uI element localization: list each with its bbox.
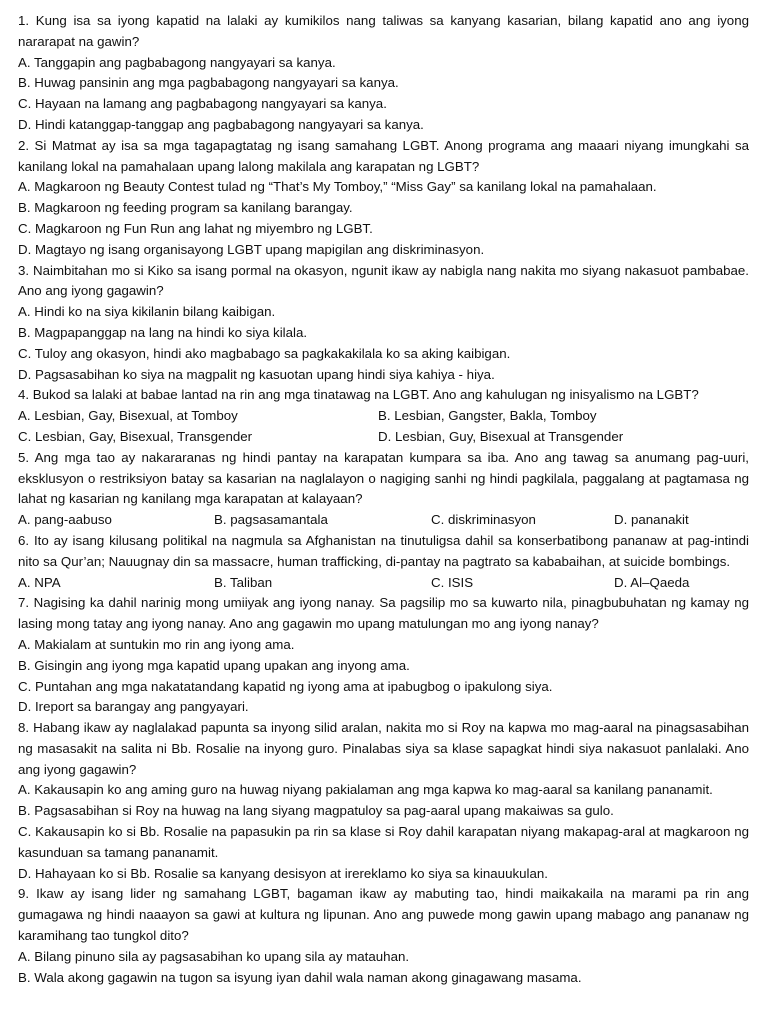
q7-option-b: B. Gisingin ang iyong mga kapatid upang upakan ang inyong ama. <box>18 657 410 673</box>
q5-option-c: C. diskriminasyon <box>431 512 536 528</box>
q4-option-b: B. Lesbian, Gangster, Bakla, Tomboy <box>378 408 597 424</box>
q4-option-d: D. Lesbian, Guy, Bisexual at Transgender <box>378 428 624 444</box>
q4-option-c: C. Lesbian, Gay, Bisexual, Transgender <box>18 428 253 444</box>
q8-option-d: D. Hahayaan ko si Bb. Rosalie sa kanyang desisyon at irereklamo ko siya sa kinauukulan. <box>18 865 548 881</box>
q1-option-a: A. Tanggapin ang pagbabagong nangyayari sa kanya. <box>18 54 336 70</box>
q5-options-row <box>18 510 749 531</box>
q9-option-a: A. Bilang pinuno sila ay pagsasabihan ko upang sila ay matauhan. <box>18 948 410 964</box>
q2-option-b: B. Magkaroon ng feeding program sa kanilang barangay. <box>18 200 353 216</box>
q2-option-a: A. Magkaroon ng Beauty Contest tulad ng “That’s My Tomboy,” “Miss Gay” sa kanilang lokal na pamahalaan. <box>18 179 657 195</box>
q1-option-d: D. Hindi katanggap-tanggap ang pagbabagong nangyayari sa kanya. <box>18 116 424 132</box>
q6-option-a: A. NPA <box>18 574 61 590</box>
question-7: 7. Nagising ka dahil narinig mong umiiyak ang iyong nanay. Sa pagsilip mo sa kuwarto nila, pinagbubuhatan ng kamay ng lasing mong tatay ang iyong nanay. Ano ang gagawin mo upang matulungan mo ang iyong nanay? <box>18 595 749 632</box>
question-3: 3. Naimbitahan mo si Kiko sa isang pormal na okasyon, ngunit ikaw ay nabigla nang nakita mo siyang nakasuot pambabae. Ano ang iyong gagawin? <box>18 262 749 299</box>
q6-options-row <box>18 573 749 594</box>
q3-option-d: D. Pagsasabihan ko siya na magpalit ng kasuotan upang hindi siya kahiya - hiya. <box>18 366 495 382</box>
question-2: 2. Si Matmat ay isa sa mga tagapagtatag ng isang samahang LGBT. Anong programa ang maaari niyang imungkahi sa kanilang lokal na pamahalaan upang lalong makilala ang karapatan ng LGBT? <box>18 137 749 174</box>
question-6: 6. Ito ay isang kilusang politikal na nagmula sa Afghanistan na tinutuligsa dahil sa konserbatibong pananaw at pag-intindi nito sa Qur’an; Nauugnay din sa massacre, human trafficking, di-pantay na pagtrato sa kababaihan, at suicide bombings. <box>18 532 749 569</box>
question-1: 1. Kung isa sa iyong kapatid na lalaki ay kumikilos nang taliwas sa kanyang kasarian, bilang kapatid ano ang iyong nararapat na gawin? <box>18 13 749 49</box>
question-4: 4. Bukod sa lalaki at babae lantad na rin ang mga tinatawag na LGBT. Ano ang kahulugan ng inisyalismo na LGBT? <box>18 387 699 403</box>
q6-option-d: D. Al–Qaeda <box>614 574 690 590</box>
q4-options-row-2 <box>18 427 749 448</box>
q3-option-a: A. Hindi ko na siya kikilanin bilang kaibigan. <box>18 304 276 320</box>
question-8: 8. Habang ikaw ay naglalakad papunta sa inyong silid aralan, nakita mo si Roy na kapwa mo mag-aaral na pinagsasabihan ng masasakit na salita ni Bb. Rosalie na inyong guro. Pinalabas siya sa klase sapagkat hindi siya nakasuot panlalaki. Ano ang iyong gagawin? <box>18 720 749 777</box>
question-9: 9. Ikaw ay isang lider ng samahang LGBT, bagaman ikaw ay mabuting tao, hindi maikakaila na marami pa rin ang gumagawa ng hindi naaayon sa gawi at kultura ng lipunan. Ano ang puwede mong gawin upang mabago ang pananaw ng karamihang tao tungkol dito? <box>18 886 749 944</box>
q7-option-a: A. Makialam at suntukin mo rin ang iyong ama. <box>18 636 295 652</box>
q5-option-d: D. pananakit <box>614 512 689 528</box>
q1-option-c: C. Hayaan na lamang ang pagbabagong nangyayari sa kanya. <box>18 96 387 112</box>
question-5: 5. Ang mga tao ay nakararanas ng hindi pantay na karapatan kumpara sa iba. Ano ang tawag sa anumang pag-uuri, eksklusyon o restriksiyon batay sa kasarian na naglalayon o nagiging sanhi ng hindi pagkilala, paggalang at pagtamasa ng lahat ng kasarian ng kanilang mga karapatan at kalayaan? <box>18 449 749 507</box>
q7-option-c: C. Puntahan ang mga nakatatandang kapatid ng iyong ama at ipabugbog o ipakulong siya. <box>18 678 553 694</box>
q7-option-d: D. Ireport sa barangay ang pangyayari. <box>18 699 249 715</box>
q3-option-b: B. Magpapanggap na lang na hindi ko siya kilala. <box>18 324 308 340</box>
q4-options-row-1 <box>18 406 749 427</box>
q5-option-a: A. pang-aabuso <box>18 512 112 528</box>
q6-option-c: C. ISIS <box>431 574 474 590</box>
q5-option-b: B. pagsasamantala <box>214 512 328 528</box>
q2-option-d: D. Magtayo ng isang organisayong LGBT upang mapigilan ang diskriminasyon. <box>18 241 485 257</box>
q6-option-b: B. Taliban <box>214 574 273 590</box>
q8-option-a: A. Kakausapin ko ang aming guro na huwag niyang pakialaman ang mga kapwa ko mag-aaral sa kanilang pananamit. <box>18 782 713 798</box>
q9-option-b: B. Wala akong gagawin na tugon sa isyung iyan dahil wala naman akong ginagawang masama. <box>18 969 582 985</box>
q1-option-b: B. Huwag pansinin ang mga pagbabagong nangyayari sa kanya. <box>18 75 399 91</box>
q8-option-b: B. Pagsasabihan si Roy na huwag na lang siyang magpatuloy sa pag-aaral upang makaiwas sa gulo. <box>18 803 614 819</box>
q3-option-c: C. Tuloy ang okasyon, hindi ako magbabago sa pagkakakilala ko sa aking kaibigan. <box>18 345 511 361</box>
q2-option-c: C. Magkaroon ng Fun Run ang lahat ng miyembro ng LGBT. <box>18 220 373 236</box>
q8-option-c: C. Kakausapin ko si Bb. Rosalie na papasukin pa rin sa klase si Roy dahil karapatan niyang makapag-aral at magkaroon ng kasunduan sa tamang pananamit. <box>18 824 749 860</box>
q4-option-a: A. Lesbian, Gay, Bisexual, at Tomboy <box>18 408 238 424</box>
